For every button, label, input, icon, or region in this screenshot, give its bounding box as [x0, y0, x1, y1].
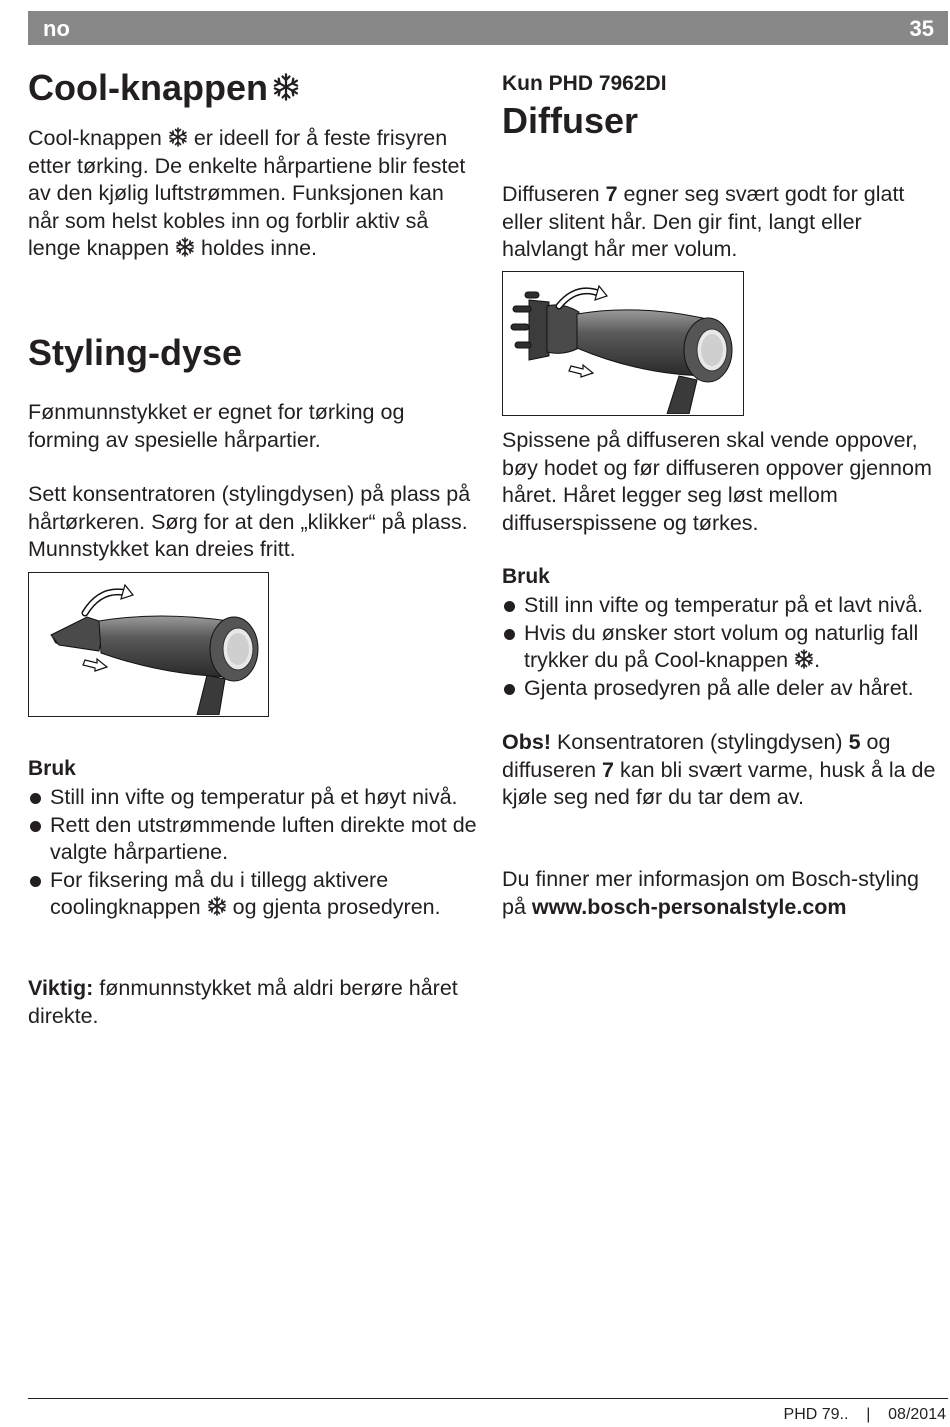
- language-code: no: [43, 16, 70, 41]
- snowflake-icon: [207, 896, 227, 916]
- obs-b: og diffuseren: [502, 730, 891, 782]
- diffuser-p1-b: egner seg svært godt for glatt eller slitent hår. Den gir fint, langt eller halvlangt hår mer volum.: [502, 182, 905, 261]
- footer: [784, 1406, 946, 1424]
- left-bruk-heading: [28, 756, 478, 782]
- styling-p1: Fønmunnstykket er egnet for tørking og forming av spesielle hårpartier.: [28, 400, 405, 452]
- diffuser-illustration: [502, 271, 744, 416]
- list-item: [502, 675, 948, 703]
- diffuser-p1-num: 7: [605, 182, 618, 206]
- diffuser-p1-a: Diffuseren: [502, 182, 600, 206]
- hairdryer-diffuser-drawing: [503, 272, 742, 414]
- cool-section-heading: [28, 68, 478, 108]
- cool-p1-b: er ideell for å feste frisyren etter tørking. De enkelte hårpartiene blir festet av den kjølig luftstrømmen. Funksjonen kan når som helst kobles inn og forblir aktiv så lenge knappen: [28, 126, 466, 260]
- right-bruk-item-3: Gjenta prosedyren på alle deler av håret.: [524, 675, 914, 700]
- left-bruk-item-3b: og gjenta prosedyren.: [232, 895, 441, 919]
- left-bruk-list: [28, 784, 478, 922]
- snowflake-icon: [794, 649, 814, 669]
- styling-heading-text: Styling-dyse: [28, 332, 243, 373]
- footer-rule: [28, 1398, 948, 1399]
- list-item: [502, 592, 948, 620]
- styling-section-heading: [28, 333, 478, 373]
- diffuser-p2: Spissene på diffuseren skal vende oppover, bøy hodet og før diffuseren oppover gjennom håret. Håret legger seg løst mellom diffuserspissene og tørkes.: [502, 428, 932, 535]
- page-header-bar: [28, 11, 948, 45]
- diffuser-heading: [502, 101, 948, 141]
- cool-paragraph: [28, 125, 478, 263]
- diffuser-heading-text: Diffuser: [502, 100, 639, 141]
- styling-paragraph-1: [28, 399, 478, 454]
- footer-model: PHD 79..: [783, 1406, 849, 1423]
- right-bruk-item-2b: .: [814, 648, 821, 672]
- obs-note: [502, 729, 948, 812]
- snowflake-icon: [175, 237, 195, 257]
- left-bruk-item-3a: For fiksering må du i tillegg aktivere coolingknappen: [50, 867, 389, 919]
- obs-label: Obs!: [502, 730, 551, 754]
- right-bruk-item-1: Still inn vifte og temperatur på et lavt nivå.: [524, 593, 924, 617]
- obs-n2: 7: [602, 757, 614, 782]
- obs-a: Konsentratoren (stylingdysen): [556, 730, 843, 754]
- list-item: [28, 784, 478, 812]
- diffuser-paragraph-2: [502, 427, 948, 537]
- model-line-text: Kun PHD 7962DI: [502, 72, 667, 95]
- snowflake-icon: [168, 127, 188, 147]
- styling-paragraph-2: [28, 481, 478, 564]
- info-text: Du finner mer informasjon om Bosch-styling på: [502, 867, 920, 919]
- left-bruk-heading-text: Bruk: [28, 757, 76, 780]
- info-paragraph: [502, 866, 948, 921]
- footer-separator: |: [866, 1406, 871, 1423]
- styling-p2: Sett konsentratoren (stylingdysen) på plass på hårtørkeren. Sørg for at den „klikker“ på plass. Munnstykket kan dreies fritt.: [28, 482, 471, 561]
- right-bruk-list: [502, 592, 948, 702]
- list-item: [28, 867, 478, 922]
- list-item: [502, 620, 948, 675]
- cool-p1-a: Cool-knappen: [28, 126, 162, 150]
- website-link[interactable]: www.bosch-personalstyle.com: [531, 894, 847, 919]
- hairdryer-nozzle-drawing: [29, 573, 267, 715]
- viktig-note: [28, 975, 478, 1030]
- page-number: 35: [909, 16, 934, 41]
- styling-nozzle-illustration: [28, 572, 269, 717]
- right-bruk-item-2a: Hvis du ønsker stort volum og naturlig fall trykker du på Cool-knappen: [524, 620, 919, 672]
- cool-heading-text: Cool-knappen: [28, 67, 268, 108]
- cool-p1-c: holdes inne.: [201, 236, 317, 260]
- right-bruk-heading: [502, 564, 948, 590]
- diffuser-paragraph-1: [502, 181, 948, 264]
- obs-n1: 5: [848, 730, 861, 754]
- viktig-text: fønmunnstykket må aldri berøre håret direkte.: [28, 976, 458, 1028]
- right-bruk-heading-text: Bruk: [502, 565, 550, 588]
- model-line: [502, 71, 948, 97]
- snowflake-icon: [272, 73, 300, 101]
- list-item: [28, 812, 478, 867]
- left-bruk-item-1: Still inn vifte og temperatur på et høyt nivå.: [50, 785, 458, 809]
- left-bruk-item-2: Rett den utstrømmende luften direkte mot de valgte hårpartiene.: [50, 812, 477, 864]
- footer-date: 08/2014: [888, 1406, 946, 1423]
- viktig-label: Viktig:: [28, 976, 94, 1000]
- obs-c: kan bli svært varme, husk å la de kjøle seg ned før du tar dem av.: [502, 757, 936, 809]
